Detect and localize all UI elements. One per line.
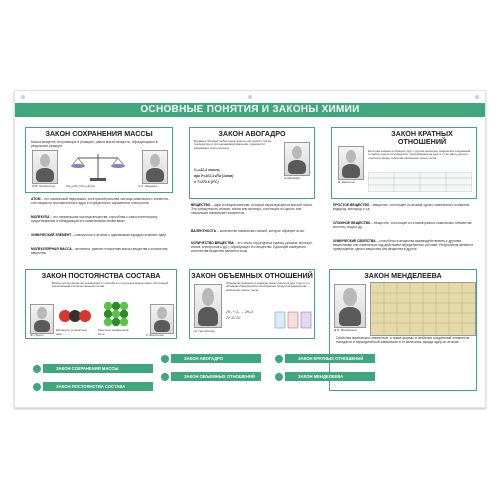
- portrait-lavoisier: [142, 150, 168, 184]
- nacl-crystal-illustration: [102, 300, 130, 328]
- formula-line: 2H₂ + O₂ → 2H₂O: [226, 310, 253, 314]
- definition-substance: ВЕЩЕСТВО – один из видов материи, который характеризуется массой покоя. Это совокупность атомов, ионов или молекул, состоящих из одного или нескольких химических элементов.: [191, 203, 313, 216]
- portrait-avogadro: [284, 142, 310, 176]
- button-mendeleev[interactable]: ЗАКОН МЕНДЕЛЕЕВА: [285, 372, 375, 381]
- definition-simple-substance: ПРОСТОЕ ВЕЩЕСТВО – вещество, состоящее из атомов одного химического элемента: водород, кислород и т.д.: [333, 203, 470, 212]
- caption-berthollet: К. Бертолле: [146, 333, 164, 337]
- caption-proust: Ж. Пруст: [30, 333, 44, 337]
- law-text: Всякое чистое вещество независимо от способа его получения всегда имеет постоянный качественный и количественный состав.: [52, 281, 169, 289]
- co2-molecule-illustration: [58, 306, 92, 326]
- law-text: Если два элемента образуют друг с другом несколько химических соединений, то массы одного из элементов, приходящиеся на одну и ту же массу другого, относятся между собой как небольшие целые числа.: [368, 149, 472, 160]
- caption-dalton: Д. Дальтон: [338, 180, 355, 184]
- card-title: ЗАКОН ОБЪЕМНЫХ ОТНОШЕНИЙ: [191, 271, 313, 280]
- caption-nacl: Кристалл поваренной соли: [98, 328, 129, 336]
- card-multiple-proportions: [331, 127, 477, 199]
- bullet-icon: [161, 373, 169, 381]
- card-avogadro: [189, 127, 315, 199]
- mount-hole: [248, 95, 252, 99]
- definition-valence: ВАЛЕНТНОСТЬ – количество химических связей, которое образует атом.: [191, 229, 305, 233]
- portrait-lomonosov: [32, 150, 58, 184]
- caption-co2: Молекула углекислого газа: [56, 328, 88, 336]
- definition-atom: АТОМ – это химический неделимая, электронейтральная частица химического элемента, состоящая из положительного ядра и отрицательно заряженных электронов.: [31, 197, 169, 206]
- caption-avogadro: А.Авогадро: [284, 176, 301, 180]
- caption-gay-lussac: Ж. Гей-Люссак: [194, 329, 215, 333]
- chemistry-poster: [14, 90, 486, 408]
- portrait-gay-lussac: [194, 284, 222, 328]
- card-title: ЗАКОН АВОГАДРО: [218, 129, 286, 138]
- button-volume-ratios[interactable]: ЗАКОН ОБЪЕМНЫХ ОТНОШЕНИЙ: [171, 372, 261, 381]
- formula-line: при P=101,3 кПа (1атм): [194, 174, 234, 178]
- caption-lavoisier: А.Л. Лавуазье: [138, 184, 158, 188]
- law-text: В равных объемах любых газов, взятых при одной и той же температуре и при одинаковом давлении, содержится одинаковое число молекул.: [194, 139, 272, 150]
- card-volume-ratios: [189, 269, 315, 339]
- card-conservation-of-mass: [25, 127, 173, 193]
- proportion-table: [368, 172, 472, 192]
- button-avogadro[interactable]: ЗАКОН АВОГАДРО: [171, 354, 261, 363]
- scales-illustration: [70, 152, 126, 182]
- card-title: ЗАКОН СОХРАНЕНИЯ МАССЫ: [45, 129, 153, 138]
- card-title: ЗАКОН ПОСТОЯНСТВА СОСТАВА: [41, 271, 161, 280]
- mount-hole: [21, 95, 25, 99]
- poster-title-bar: [15, 103, 485, 117]
- portrait-berthollet: [150, 304, 174, 334]
- button-multiple-proportions[interactable]: ЗАКОН КРАТНЫХ ОТНОШЕНИЙ: [285, 354, 375, 363]
- bullet-icon: [275, 355, 283, 363]
- portrait-proust: [30, 304, 54, 334]
- card-constant-composition: [25, 269, 177, 339]
- formula-line: 2V 1V 2V: [226, 316, 241, 320]
- card-title: ЗАКОН КРАТНЫХ ОТНОШЕНИЙ: [391, 129, 453, 146]
- button-constant-composition[interactable]: ЗАКОН ПОСТОЯНСТВА СОСТАВА: [43, 382, 153, 391]
- formula-line: и T=273 К (0°С): [194, 180, 219, 184]
- caption-mendeleev: Д.И. Менделеев: [334, 328, 357, 332]
- mount-hole: [475, 95, 479, 99]
- bullet-icon: [33, 365, 41, 373]
- definition-element: ХИМИЧЕСКИЙ ЭЛЕМЕНТ – совокупность атомов с одинаковым зарядом атомных ядер.: [31, 233, 167, 237]
- law-text: Объемы вступающих в реакцию газов относятся друг к другу и к объемам образующихся газообразных продуктов реакции как небольшие целые числа.: [226, 281, 310, 292]
- bullet-icon: [275, 373, 283, 381]
- bullet-icon: [33, 383, 41, 391]
- bullet-icon: [161, 355, 169, 363]
- law-text: Масса веществ, вступающих в реакцию, равна массе веществ, образующихся в результате реакции.: [31, 140, 158, 149]
- definition-complex-substance: СЛОЖНОЕ ВЕЩЕСТВО – вещество, состоящее из атомов разных химических элементов: кислоты, вода и др.: [333, 221, 473, 230]
- button-conservation-of-mass[interactable]: ЗАКОН СОХРАНЕНИЯ МАССЫ: [43, 364, 153, 373]
- periodic-table-image: [370, 282, 476, 336]
- gas-volumes-illustration: [274, 308, 312, 330]
- definition-molecule: МОЛЕКУЛА – это наименьшая частица вещества, способная к самостоятельному существованию и обладающая его химическими свойствами.: [31, 215, 158, 224]
- card-title: ЗАКОН МЕНДЕЛЕЕВА: [364, 271, 442, 280]
- definition-molar-mass: МОЛЕКУЛЯРНАЯ МАССА – величина, равная отношению массы вещества к количеству вещества.: [31, 247, 168, 256]
- formula-line: Vₘ=22,4 л/моль,: [194, 168, 221, 172]
- poster-title: ОСНОВНЫЕ ПОНЯТИЯ И ЗАКОНЫ ХИМИИ: [140, 104, 360, 115]
- definition-chemical-properties: ХИМИЧЕСКИЕ СВОЙСТВА – способность вещества взаимодействовать с другими веществами или изменяться под действием определенных условий. Результатом является превращение одного вещества или вещества в другое.: [333, 239, 473, 252]
- portrait-dalton: [338, 146, 364, 180]
- caption-lomonosov: М.В. Ломоносов: [32, 184, 55, 188]
- portrait-mendeleev: [334, 284, 366, 328]
- law-text: Свойства химических элементов, а также формы и свойства соединений элементов находятся в периодической зависимости от величины заряда ядер их атомов.: [336, 336, 470, 345]
- reaction-formula: CH₄+2O₂=CO₂+2H₂O: [66, 184, 95, 188]
- definition-amount: КОЛИЧЕСТВО ВЕЩЕСТВА – это число структурных единиц (атомов, молекул, ионов, электронов и др.), образующих это вещество. Единицей измерения количества вещества является моль.: [191, 241, 313, 254]
